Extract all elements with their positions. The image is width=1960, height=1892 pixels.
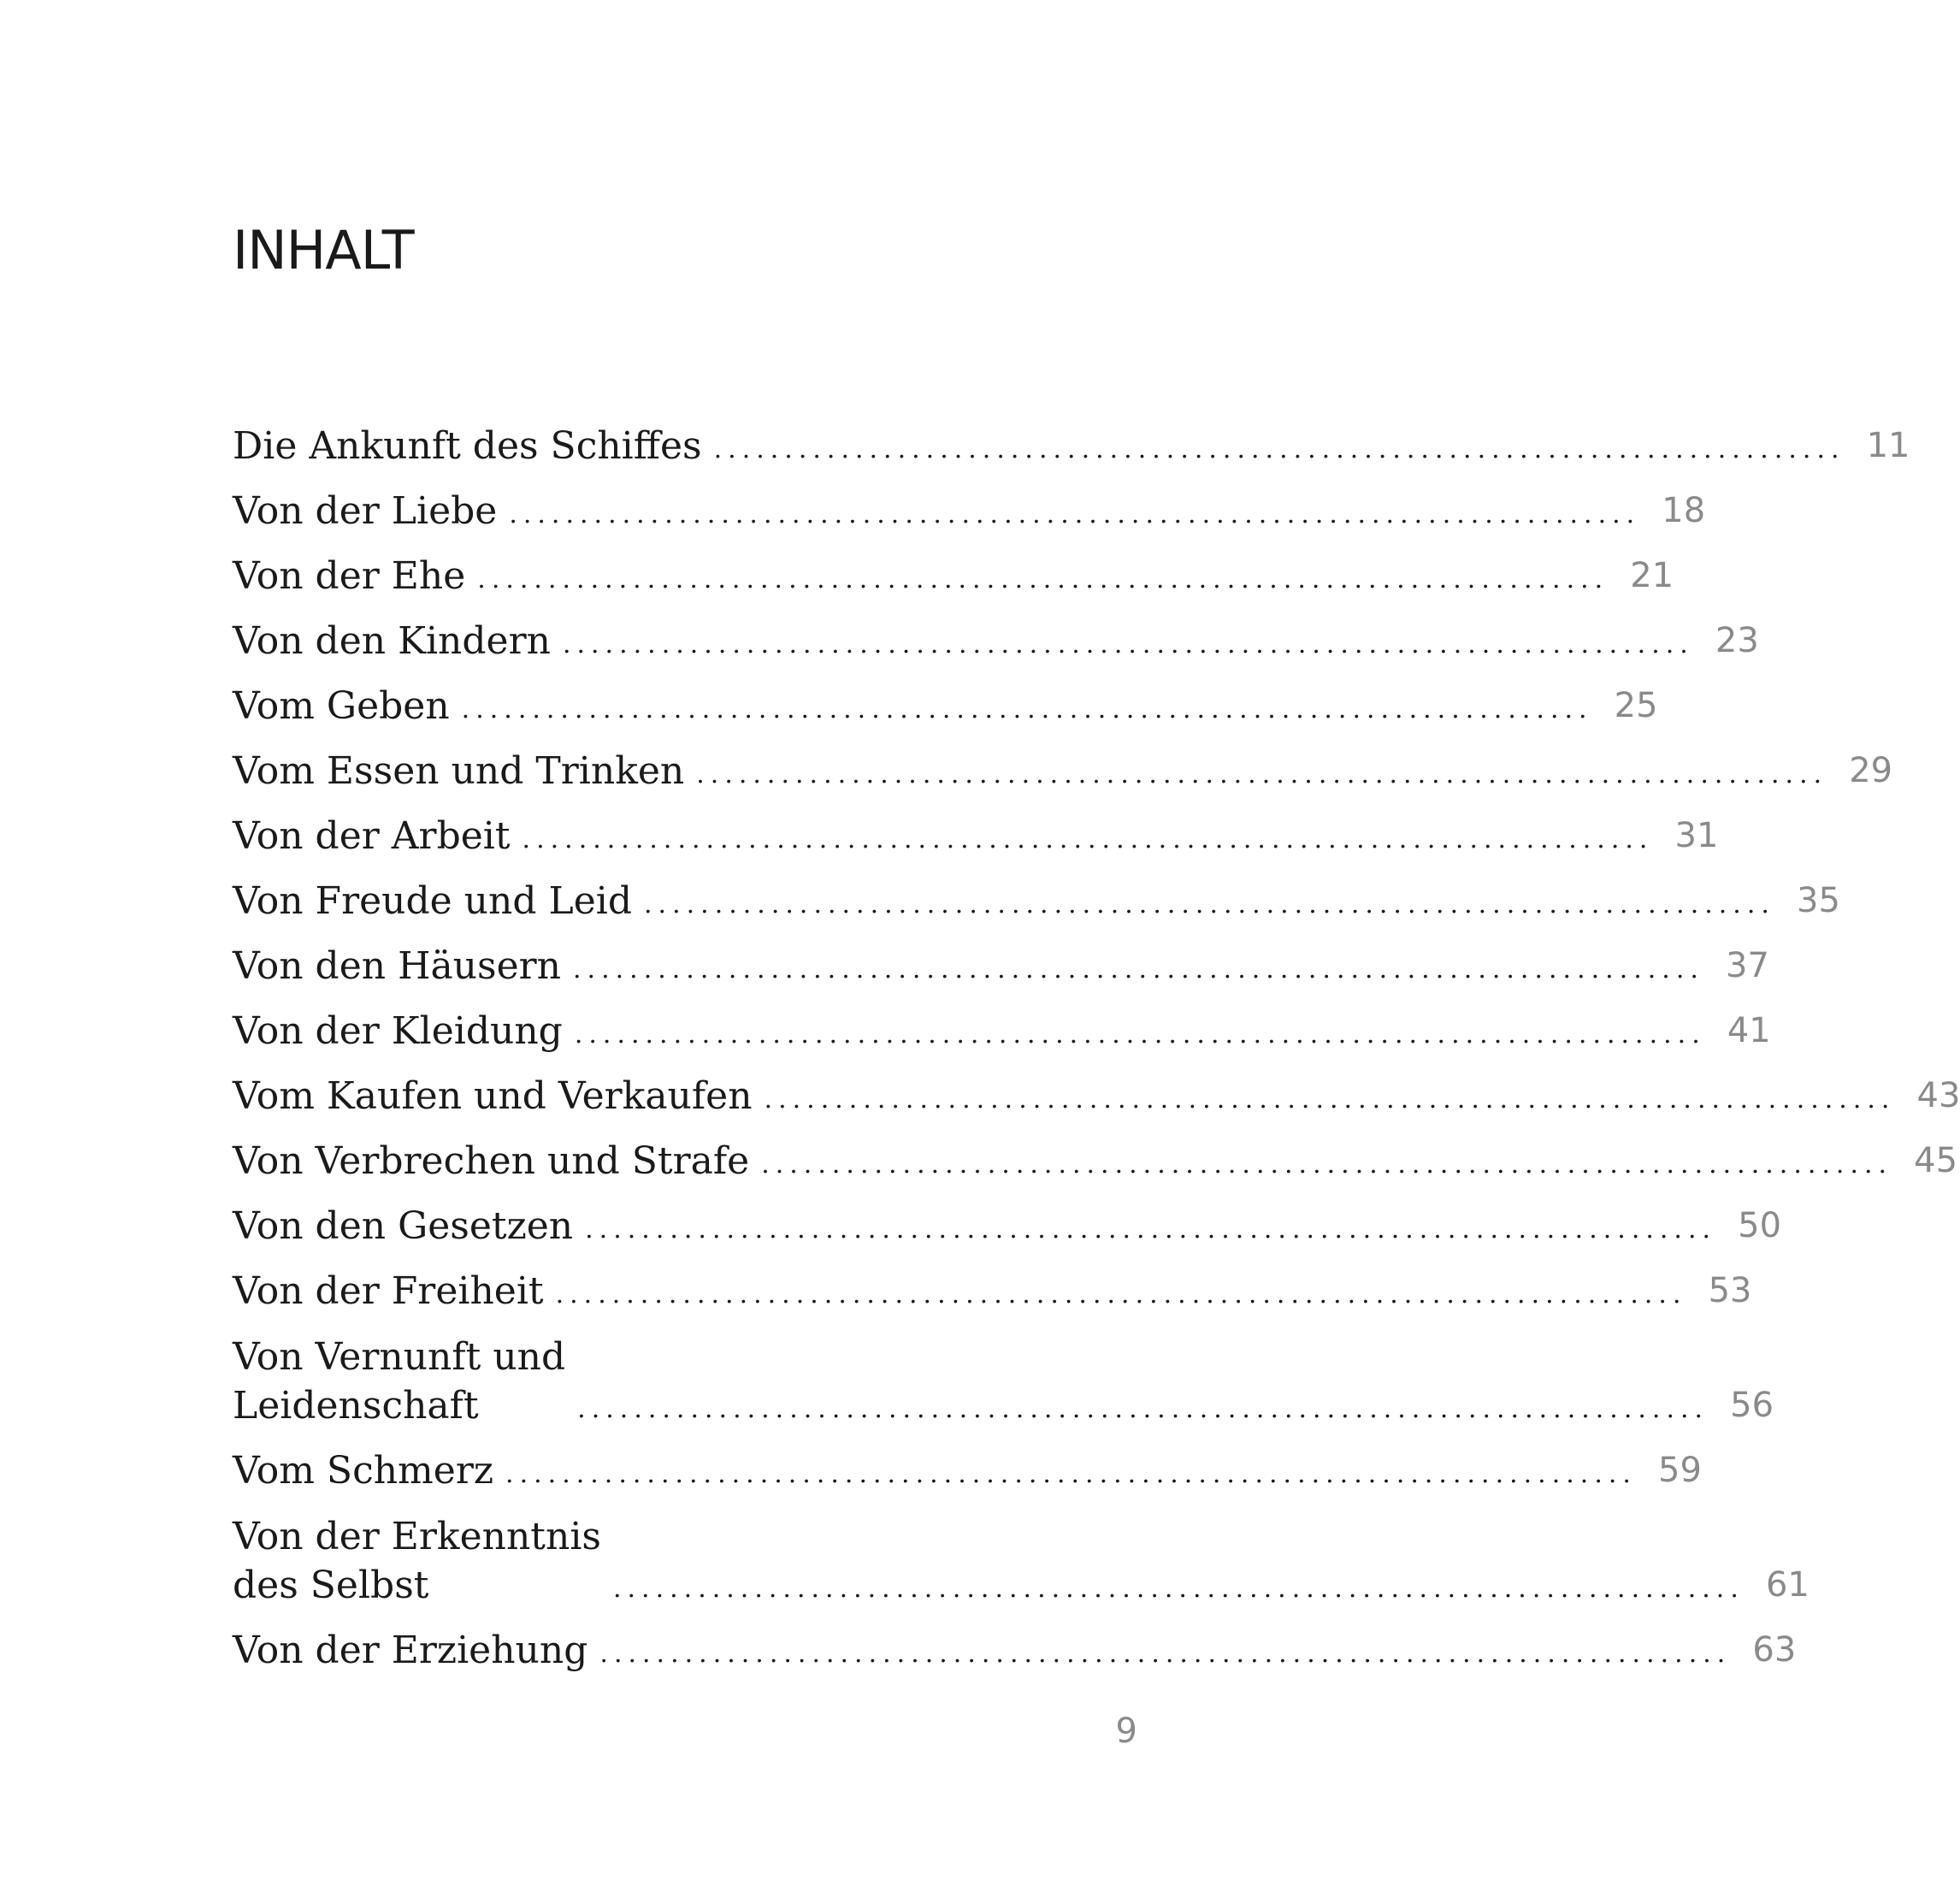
dot-leader: ................................................................................	[577, 1394, 1709, 1424]
toc-entry-page: 59	[1658, 1451, 1702, 1490]
toc-entry-page: 35	[1797, 881, 1840, 920]
toc-entry-page: 11	[1866, 426, 1910, 465]
toc-entry[interactable]	[233, 1507, 1809, 1622]
dot-leader: ................................................................................	[599, 1639, 1732, 1669]
toc-entry[interactable]	[233, 1262, 1752, 1327]
toc-entry[interactable]	[233, 1327, 1774, 1442]
dot-leader: ................................................................................	[585, 1215, 1717, 1245]
toc-entry-page: 29	[1849, 751, 1893, 790]
dot-leader: ................................................................................	[612, 1574, 1745, 1604]
toc-entry-title: Von der Erziehung	[233, 1629, 588, 1672]
toc-entry-title: Von Vernunft und Leidenschaft	[233, 1335, 566, 1428]
toc-entry-page: 56	[1730, 1386, 1774, 1425]
page-number: 9	[1115, 1712, 1137, 1751]
toc-entry-page: 18	[1662, 491, 1706, 530]
toc-entry[interactable]	[233, 482, 1706, 547]
toc-entry-title: Von der Ehe	[233, 554, 466, 598]
toc-entry-page: 37	[1726, 946, 1769, 985]
toc-entry-title: Vom Kaufen und Verkaufen	[233, 1074, 753, 1118]
toc-entry[interactable]	[233, 742, 1893, 807]
toc-entry-page: 50	[1738, 1206, 1782, 1245]
toc-entry-title: Vom Schmerz	[233, 1449, 494, 1493]
toc-entry[interactable]	[233, 807, 1719, 872]
toc-entry[interactable]	[233, 677, 1658, 742]
toc-entry-page: 53	[1708, 1271, 1752, 1310]
toc-entry-page: 23	[1715, 621, 1759, 660]
toc-entry-page: 63	[1752, 1630, 1797, 1670]
toc-entry-title: Vom Geben	[233, 684, 450, 728]
toc-entry-title: Von der Freiheit	[233, 1269, 544, 1313]
dot-leader: ................................................................................	[522, 825, 1654, 854]
toc-entry-title: Vom Essen und Trinken	[233, 749, 685, 793]
toc-entry[interactable]	[233, 417, 1910, 482]
toc-entry[interactable]	[233, 1442, 1702, 1507]
dot-leader: ................................................................................	[761, 1150, 1893, 1180]
toc-entry[interactable]	[233, 1132, 1958, 1197]
dot-leader: ................................................................................	[696, 760, 1828, 789]
toc-entry-page: 45	[1914, 1141, 1958, 1180]
toc-entry[interactable]	[233, 1622, 1797, 1687]
dot-leader: ................................................................................	[764, 1085, 1896, 1115]
dot-leader: ................................................................................	[713, 435, 1845, 464]
table-of-contents	[233, 417, 1960, 1687]
toc-entry-title: Die Ankunft des Schiffes	[233, 424, 702, 468]
dot-leader: ................................................................................	[509, 500, 1641, 529]
dot-leader: ................................................................................	[505, 1459, 1637, 1489]
toc-entry-title: Von den Häusern	[233, 944, 562, 988]
toc-entry[interactable]	[233, 547, 1674, 612]
toc-entry[interactable]	[233, 1067, 1960, 1132]
toc-entry-title: Von der Kleidung	[233, 1009, 563, 1053]
toc-entry-page: 43	[1916, 1076, 1960, 1115]
toc-entry[interactable]	[233, 872, 1840, 937]
toc-entry[interactable]	[233, 1002, 1771, 1067]
toc-entry[interactable]	[233, 937, 1769, 1002]
dot-leader: ................................................................................	[562, 630, 1694, 659]
page-title: INHALT	[233, 219, 414, 281]
toc-entry[interactable]	[233, 1197, 1782, 1262]
toc-entry-title: Von den Kindern	[233, 619, 551, 663]
toc-entry-title: Von Freude und Leid	[233, 879, 633, 923]
toc-entry-page: 31	[1674, 816, 1719, 855]
toc-entry-page: 21	[1630, 556, 1674, 595]
toc-entry[interactable]	[233, 612, 1759, 677]
toc-entry-title: Von der Liebe	[233, 489, 498, 533]
dot-leader: ................................................................................	[574, 1020, 1706, 1049]
toc-entry-title: Von der Arbeit	[233, 814, 511, 858]
toc-entry-title: Von den Gesetzen	[233, 1204, 574, 1248]
toc-entry-title: Von Verbrechen und Strafe	[233, 1139, 750, 1183]
toc-entry-page: 41	[1727, 1011, 1771, 1050]
dot-leader: ................................................................................	[573, 955, 1704, 984]
dot-leader: ................................................................................	[644, 890, 1775, 919]
toc-entry-page: 25	[1614, 686, 1658, 725]
dot-leader: ................................................................................	[477, 565, 1609, 594]
toc-entry-page: 61	[1765, 1565, 1809, 1605]
dot-leader: ................................................................................	[461, 695, 1593, 724]
dot-leader: ................................................................................	[555, 1280, 1687, 1310]
toc-entry-title: Von der Erkenntnis des Selbst	[233, 1515, 601, 1607]
